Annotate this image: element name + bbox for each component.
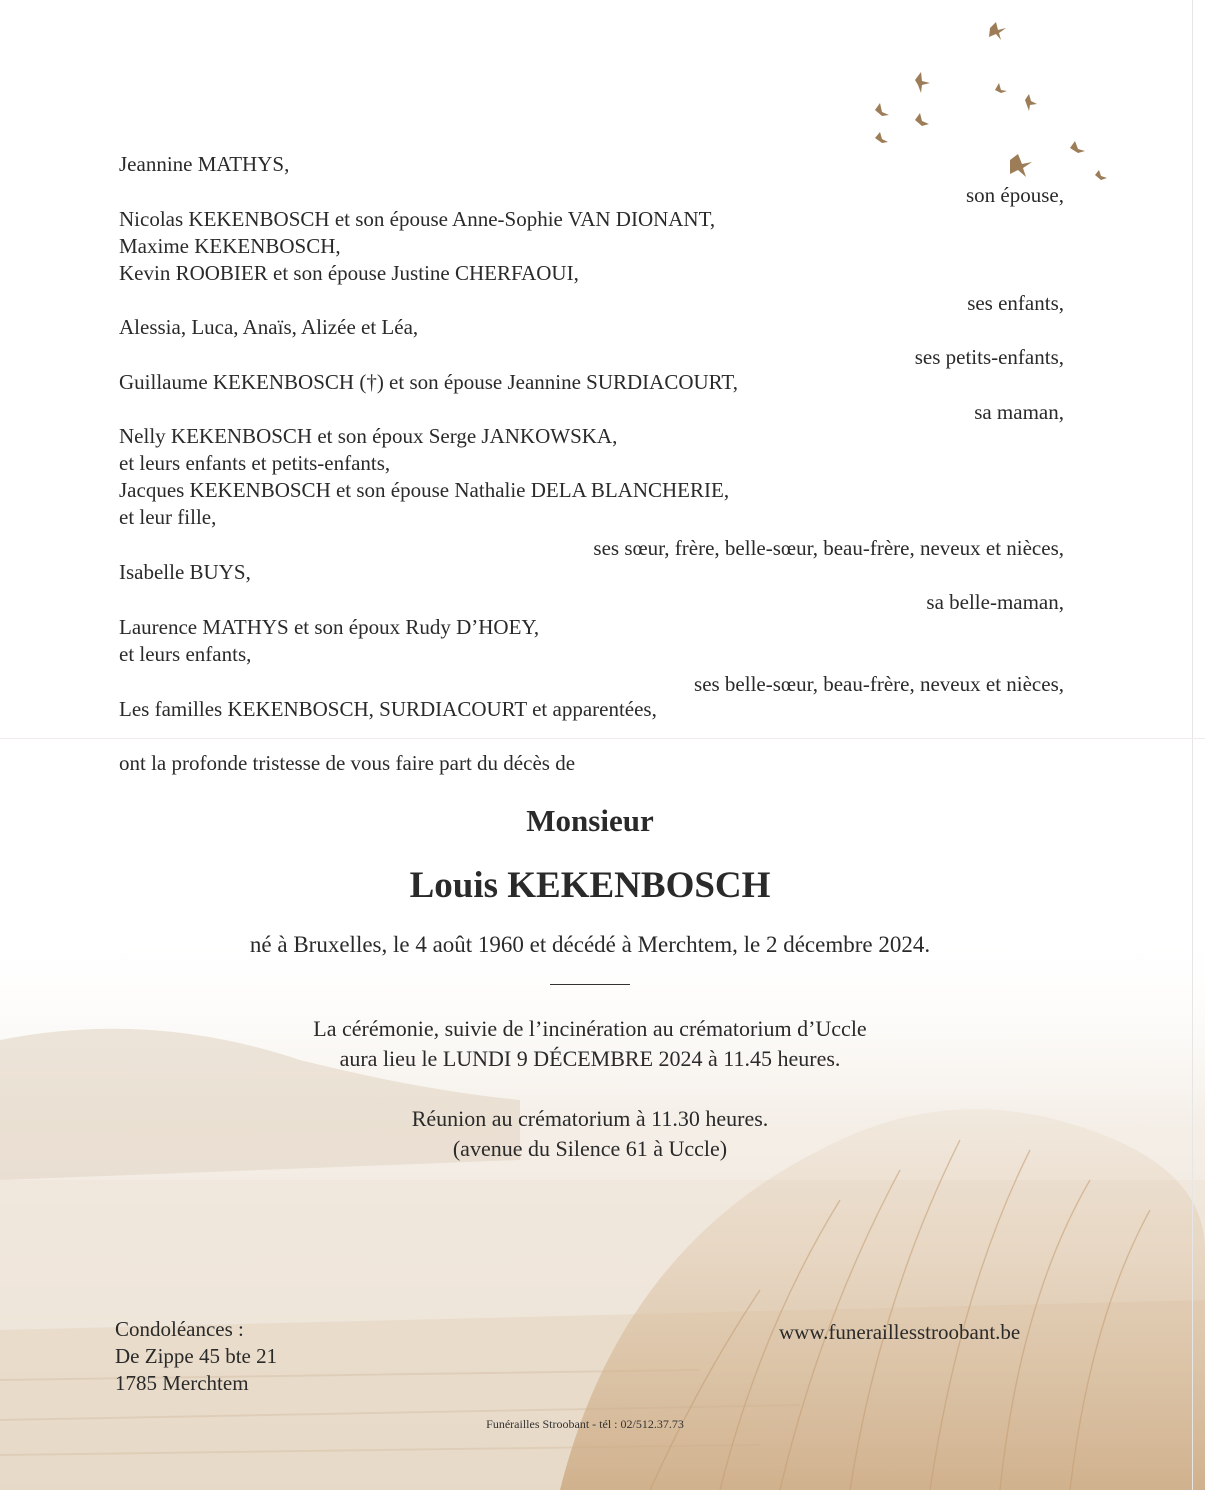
wife-role: son épouse,: [966, 183, 1064, 207]
deceased-name: Louis KEKENBOSCH: [409, 865, 771, 906]
in-law-line-2: et leurs enfants,: [119, 642, 252, 666]
printer-credit: Funérailles Stroobant - tél : 02/512.37.73: [486, 1417, 684, 1431]
ceremony-line-3: Réunion au crématorium à 11.30 heures.: [411, 1106, 769, 1131]
ceremony-line-1: La cérémonie, suivie de l’incinération au crématorium d’Uccle: [313, 1016, 867, 1041]
wife-name: Jeannine MATHYS,: [119, 152, 290, 176]
mother-in-law-role: sa belle-maman,: [926, 590, 1064, 614]
child-line-2: Maxime KEKENBOSCH,: [119, 234, 341, 258]
sibling-line-3: Jacques KEKENBOSCH et son épouse Nathalie DELA BLANCHERIE,: [119, 478, 730, 502]
mother-in-law: Isabelle BUYS,: [119, 560, 251, 584]
separator-line: [550, 984, 630, 985]
grandchildren-role: ses petits-enfants,: [914, 345, 1064, 369]
child-line-1: Nicolas KEKENBOSCH et son épouse Anne-Sophie VAN DIONANT,: [119, 207, 716, 231]
sibling-line-4: et leur fille,: [119, 505, 217, 529]
flying-birds-decoration: [860, 10, 1120, 200]
siblings-role: ses sœur, frère, belle-sœur, beau-frère, neveux et nièces,: [593, 536, 1064, 560]
sibling-line-1: Nelly KEKENBOSCH et son époux Serge JANKOWSKA,: [119, 424, 618, 448]
website-link[interactable]: www.funeraillesstroobant.be: [779, 1320, 1021, 1344]
deceased-dates: né à Bruxelles, le 4 août 1960 et décédé à Merchtem, le 2 décembre 2024.: [249, 932, 931, 957]
families-line: Les familles KEKENBOSCH, SURDIACOURT et apparentées,: [119, 697, 657, 721]
condolences-address-2: 1785 Merchtem: [115, 1371, 249, 1395]
fold-line: [0, 738, 1205, 739]
grandchildren: Alessia, Luca, Anaïs, Alizée et Léa,: [119, 315, 419, 339]
mother-line: Guillaume KEKENBOSCH (†) et son épouse Jeannine SURDIACOURT,: [119, 370, 738, 394]
announcement: ont la profonde tristesse de vous faire part du décès de: [119, 751, 576, 775]
condolences-address-1: De Zippe 45 bte 21: [115, 1344, 278, 1368]
children-role: ses enfants,: [967, 291, 1064, 315]
page-edge: [1192, 0, 1193, 1490]
in-law-line-1: Laurence MATHYS et son époux Rudy D’HOEY,: [119, 615, 540, 639]
deceased-title: Monsieur: [526, 803, 654, 838]
ceremony-line-4: (avenue du Silence 61 à Uccle): [452, 1136, 728, 1161]
condolences-label: Condoléances :: [115, 1317, 244, 1341]
in-laws-role: ses belle-sœur, beau-frère, neveux et nièces,: [694, 672, 1064, 696]
ceremony-line-2: aura lieu le LUNDI 9 DÉCEMBRE 2024 à 11.45 heures.: [339, 1046, 841, 1071]
child-line-3: Kevin ROOBIER et son épouse Justine CHERFAOUI,: [119, 261, 579, 285]
sibling-line-2: et leurs enfants et petits-enfants,: [119, 451, 391, 475]
mother-role: sa maman,: [974, 400, 1064, 424]
